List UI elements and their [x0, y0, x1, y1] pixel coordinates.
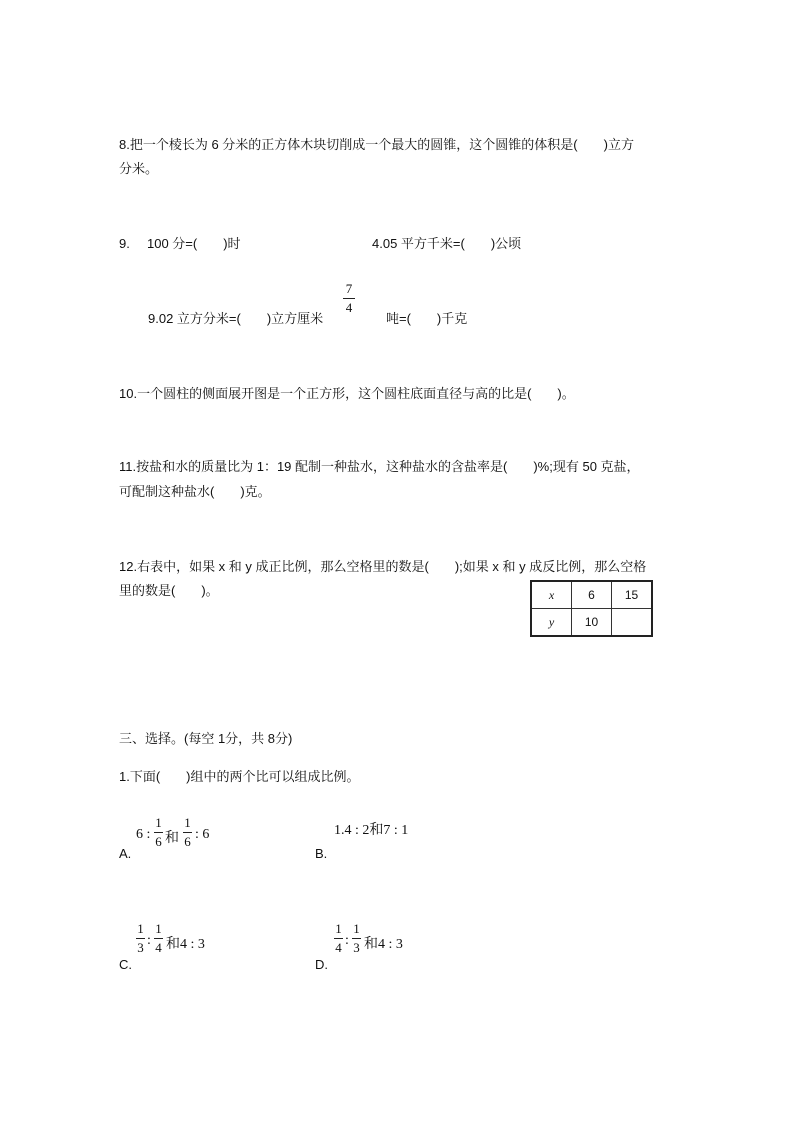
- option-d-fraction-2: [352, 922, 361, 955]
- option-b-expression: 1.4 : 2和7 : 1: [334, 823, 409, 838]
- option-c-fraction-1: [136, 922, 145, 955]
- option-d-expression: [334, 922, 424, 962]
- fraction-numerator: 1: [137, 921, 144, 936]
- question-9-fraction: [343, 282, 355, 315]
- fraction-bar: [154, 938, 163, 939]
- table-row: [531, 609, 652, 637]
- section-3-heading: 三、选择。(每空 1分，共 8分): [119, 731, 293, 746]
- option-c-fraction-2: [154, 922, 163, 955]
- table-cell: 15: [612, 581, 653, 609]
- fraction-denominator: 4: [155, 940, 162, 955]
- question-8-line-1: 8.把一个棱长为 6 分米的正方体木块切削成一个最大的圆锥，这个圆锥的体积是( )立方: [119, 137, 634, 152]
- question-11-line-2: 可配制这种盐水( )克。: [119, 484, 271, 499]
- fraction-numerator: 7: [345, 281, 353, 296]
- option-d-colon: :: [345, 933, 349, 948]
- fraction-denominator: 4: [345, 300, 353, 315]
- xy-table: [530, 580, 653, 637]
- option-a-pre: 6 :: [136, 827, 151, 842]
- option-c-colon: :: [147, 933, 151, 948]
- question-9-part-b: 4.05 平方千米=( )公顷: [372, 236, 522, 251]
- option-d-label: D.: [315, 957, 328, 972]
- fraction-bar: [154, 832, 163, 833]
- fraction-numerator: 1: [335, 921, 342, 936]
- fraction-bar: [343, 298, 355, 299]
- option-a-and: 和: [165, 831, 179, 846]
- fraction-denominator: 4: [335, 940, 342, 955]
- fraction-numerator: 1: [155, 921, 162, 936]
- option-a-post: : 6: [195, 827, 210, 842]
- question-9-part-c: 9.02 立方分米=( )立方厘米: [148, 311, 324, 326]
- section-3-question-1: 1.下面( )组中的两个比可以组成比例。: [119, 769, 360, 784]
- question-11-line-1: 11.按盐和水的质量比为 1：19 配制一种盐水，这种盐水的含盐率是( )%;现有 50 克盐，: [119, 459, 640, 474]
- table-cell: x: [531, 581, 572, 609]
- question-12-line-1: 12.右表中，如果 x 和 y 成正比例，那么空格里的数是( );如果 x 和 y 成反比例，那么空格: [119, 559, 647, 574]
- table-cell-empty: [612, 609, 653, 637]
- question-10: 10.一个圆柱的侧面展开图是一个正方形，这个圆柱底面直径与高的比是( )。: [119, 386, 575, 401]
- fraction-denominator: 6: [155, 834, 162, 849]
- table-cell: y: [531, 609, 572, 637]
- table-cell: 6: [572, 581, 612, 609]
- option-d-fraction-1: [334, 922, 343, 955]
- question-9-part-a: 100 分=( )时: [147, 236, 241, 251]
- fraction-denominator: 3: [137, 940, 144, 955]
- option-c-expression: [136, 922, 226, 962]
- table-row: [531, 581, 652, 609]
- fraction-bar: [352, 938, 361, 939]
- table-cell: 10: [572, 609, 612, 637]
- fraction-numerator: 1: [184, 815, 191, 830]
- fraction-bar: [136, 938, 145, 939]
- question-9-part-d: 吨=( )千克: [386, 311, 468, 326]
- option-a-label: A.: [119, 846, 132, 861]
- fraction-denominator: 6: [184, 834, 191, 849]
- option-a-fraction-2: [183, 816, 192, 849]
- fraction-numerator: 1: [353, 921, 360, 936]
- fraction-bar: [334, 938, 343, 939]
- fraction-denominator: 3: [353, 940, 360, 955]
- option-c-label: C.: [119, 957, 132, 972]
- fraction-numerator: 1: [155, 815, 162, 830]
- question-9-number: 9.: [119, 236, 130, 251]
- option-b-label: B.: [315, 846, 328, 861]
- fraction-bar: [183, 832, 192, 833]
- question-12-line-2: 里的数是( )。: [119, 583, 219, 598]
- option-a-expression: [136, 816, 226, 856]
- option-d-post: 和4 : 3: [364, 937, 403, 952]
- option-a-fraction-1: [154, 816, 163, 849]
- question-8-line-2: 分米。: [119, 161, 159, 176]
- option-c-post: 和4 : 3: [166, 937, 205, 952]
